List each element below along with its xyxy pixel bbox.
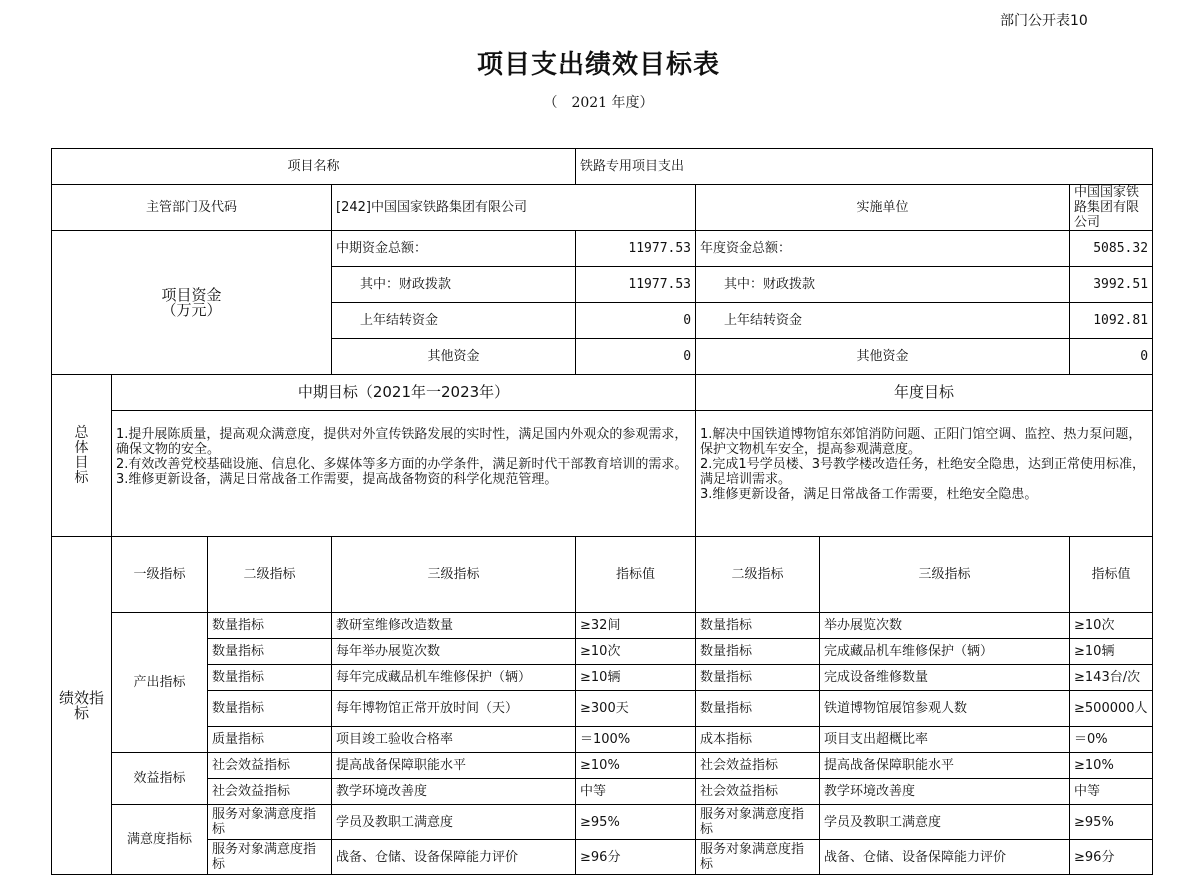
indicators-section-label (52, 537, 112, 875)
year-goal-item: 3.维修更新设备，满足日常战备工作需要，杜绝安全隐患。 (700, 487, 1038, 502)
goals-label (52, 375, 112, 537)
cell-l2-year: 数量指标 (696, 613, 820, 639)
performance-table (51, 148, 1153, 875)
cell-l3: 教研室维修改造数量 (332, 613, 576, 639)
cell-value: ＝100% (576, 727, 696, 753)
mid-total-label: 中期资金总额： (332, 231, 576, 267)
group-benefit-label: 效益指标 (112, 753, 208, 805)
year-open-paren: （ (543, 95, 558, 111)
mid-carry-label: 上年结转资金 (332, 303, 576, 339)
mid-fiscal-value: 11977.53 (576, 267, 696, 303)
cell-l3-year: 项目支出超概比率 (820, 727, 1070, 753)
table-row (52, 639, 1153, 665)
cell-value-year: 中等 (1070, 779, 1153, 805)
mid-fiscal-label: 其中：财政拨款 (332, 267, 576, 303)
mid-other-value: 0 (576, 339, 696, 375)
year-total-label: 年度资金总额： (696, 231, 1070, 267)
goals-label-char: 体 (74, 439, 89, 456)
cell-l3: 战备、仓储、设备保障能力评价 (332, 840, 576, 875)
year-caption (0, 92, 1197, 112)
mid-other-label: 其他资金 (332, 339, 576, 375)
goals-label-char: 总 (74, 424, 89, 441)
year-value: 2021 年度） (571, 95, 654, 111)
year-goal-item: 2.完成1号学员楼、3号教学楼改造任务，杜绝安全隐患，达到正常使用标准，满足培训需求。 (700, 457, 1145, 487)
cell-l2: 数量指标 (208, 665, 332, 691)
cell-value: ≥10次 (576, 639, 696, 665)
cell-l2: 社会效益指标 (208, 753, 332, 779)
cell-l3: 教学环境改善度 (332, 779, 576, 805)
cell-value-year: ≥95% (1070, 805, 1153, 840)
cell-l2: 数量指标 (208, 639, 332, 665)
funds-label (52, 231, 332, 375)
mid-goal-item: 2.有效改善党校基础设施、信息化、多媒体等多方面的办学条件，满足新时代干部教育培训的需求。 (116, 457, 688, 472)
cell-l2: 数量指标 (208, 613, 332, 639)
cell-value: ≥300天 (576, 691, 696, 727)
group-output-label: 产出指标 (112, 613, 208, 753)
year-goal-item: 1.解决中国铁道博物馆东郊馆消防问题、正阳门馆空调、监控、热力泵问题，保护文物机车安全，提高参观满意度。 (700, 427, 1142, 457)
mid-carry-value: 0 (576, 303, 696, 339)
year-goals-text (696, 411, 1153, 537)
cell-l3: 提高战备保障职能水平 (332, 753, 576, 779)
mid-goal-item: 3.维修更新设备，满足日常战备工作需要，提高战备物资的科学化规范管理。 (116, 472, 558, 487)
cell-l3-year: 铁道博物馆展馆参观人数 (820, 691, 1070, 727)
cell-l3: 每年举办展览次数 (332, 639, 576, 665)
table-row (52, 665, 1153, 691)
cell-l3-year: 提高战备保障职能水平 (820, 753, 1070, 779)
cell-value: ≥95% (576, 805, 696, 840)
year-carry-value: 1092.81 (1070, 303, 1153, 339)
cell-value-year: ≥96分 (1070, 840, 1153, 875)
page-title: 项目支出绩效目标表 (476, 50, 720, 80)
year-goals-header: 年度目标 (696, 375, 1153, 411)
cell-l3-year: 完成设备维修数量 (820, 665, 1070, 691)
cell-l2: 服务对象满意度指标 (208, 805, 332, 840)
cell-l2: 数量指标 (208, 691, 332, 727)
project-name-label: 项目名称 (52, 149, 576, 185)
group-satisfaction-label: 满意度指标 (112, 805, 208, 875)
cell-l3: 学员及教职工满意度 (332, 805, 576, 840)
header-level3: 三级指标 (332, 537, 576, 613)
mid-goal-item: 1.提升展陈质量，提高观众满意度，提供对外宣传铁路发展的实时性，满足国内外观众的参观需求，确保文物的安全。 (116, 427, 688, 457)
year-fiscal-value: 3992.51 (1070, 267, 1153, 303)
table-row (52, 753, 1153, 779)
cell-value-year: ≥10次 (1070, 613, 1153, 639)
cell-value: 中等 (576, 779, 696, 805)
indicators-label-line2: 标 (73, 703, 89, 722)
cell-l2-year: 服务对象满意度指标 (696, 805, 820, 840)
header-level2-year: 二级指标 (696, 537, 820, 613)
cell-l2-year: 服务对象满意度指标 (696, 840, 820, 875)
dept-label: 主管部门及代码 (52, 185, 332, 231)
header-value: 指标值 (576, 537, 696, 613)
cell-l3: 每年完成藏品机车维修保护（辆） (332, 665, 576, 691)
cell-l3-year: 举办展览次数 (820, 613, 1070, 639)
cell-l3-year: 学员及教职工满意度 (820, 805, 1070, 840)
funds-label-line1: 项目资金 (161, 285, 222, 304)
cell-l2-year: 社会效益指标 (696, 779, 820, 805)
cell-l2-year: 数量指标 (696, 691, 820, 727)
cell-l2: 质量指标 (208, 727, 332, 753)
cell-value-year: ＝0% (1070, 727, 1153, 753)
cell-value-year: ≥10辆 (1070, 639, 1153, 665)
cell-l2-year: 社会效益指标 (696, 753, 820, 779)
goals-label-char: 目 (74, 454, 89, 471)
funds-label-line2: （万元） (161, 300, 222, 319)
year-fiscal-label: 其中：财政拨款 (696, 267, 1070, 303)
table-row (52, 727, 1153, 753)
header-level2: 二级指标 (208, 537, 332, 613)
indicators-label-line1: 绩效指 (58, 688, 104, 707)
dept-value: [242]中国国家铁路集团有限公司 (332, 185, 696, 231)
cell-l2-year: 成本指标 (696, 727, 820, 753)
cell-l3-year: 教学环境改善度 (820, 779, 1070, 805)
mid-goals-text (112, 411, 696, 537)
table-number: 部门公开表10 (1000, 13, 1088, 29)
unit-label: 实施单位 (696, 185, 1070, 231)
cell-value-year: ≥143台/次 (1070, 665, 1153, 691)
cell-value: ≥10辆 (576, 665, 696, 691)
table-row (52, 805, 1153, 840)
cell-l3: 每年博物馆正常开放时间（天） (332, 691, 576, 727)
cell-l2-year: 数量指标 (696, 639, 820, 665)
year-other-value: 0 (1070, 339, 1153, 375)
table-row (52, 613, 1153, 639)
cell-value: ≥32间 (576, 613, 696, 639)
project-name-value: 铁路专用项目支出 (576, 149, 1153, 185)
header-value-year: 指标值 (1070, 537, 1153, 613)
year-other-label: 其他资金 (696, 339, 1070, 375)
cell-l3-year: 完成藏品机车维修保护（辆） (820, 639, 1070, 665)
cell-l3: 项目竣工验收合格率 (332, 727, 576, 753)
cell-value: ≥96分 (576, 840, 696, 875)
header-level1: 一级指标 (112, 537, 208, 613)
cell-l3-year: 战备、仓储、设备保障能力评价 (820, 840, 1070, 875)
cell-value: ≥10% (576, 753, 696, 779)
year-carry-label: 上年结转资金 (696, 303, 1070, 339)
table-row (52, 779, 1153, 805)
mid-goals-header: 中期目标（2021年一2023年） (112, 375, 696, 411)
mid-total-value: 11977.53 (576, 231, 696, 267)
table-row (52, 840, 1153, 875)
goals-label-char: 标 (74, 469, 89, 486)
cell-value-year: ≥500000人 (1070, 691, 1153, 727)
unit-value: 中国国家铁路集团有限公司 (1070, 185, 1153, 231)
cell-value-year: ≥10% (1070, 753, 1153, 779)
table-row (52, 691, 1153, 727)
year-total-value: 5085.32 (1070, 231, 1153, 267)
cell-l2: 社会效益指标 (208, 779, 332, 805)
cell-l2-year: 数量指标 (696, 665, 820, 691)
cell-l2: 服务对象满意度指标 (208, 840, 332, 875)
header-level3-year: 三级指标 (820, 537, 1070, 613)
